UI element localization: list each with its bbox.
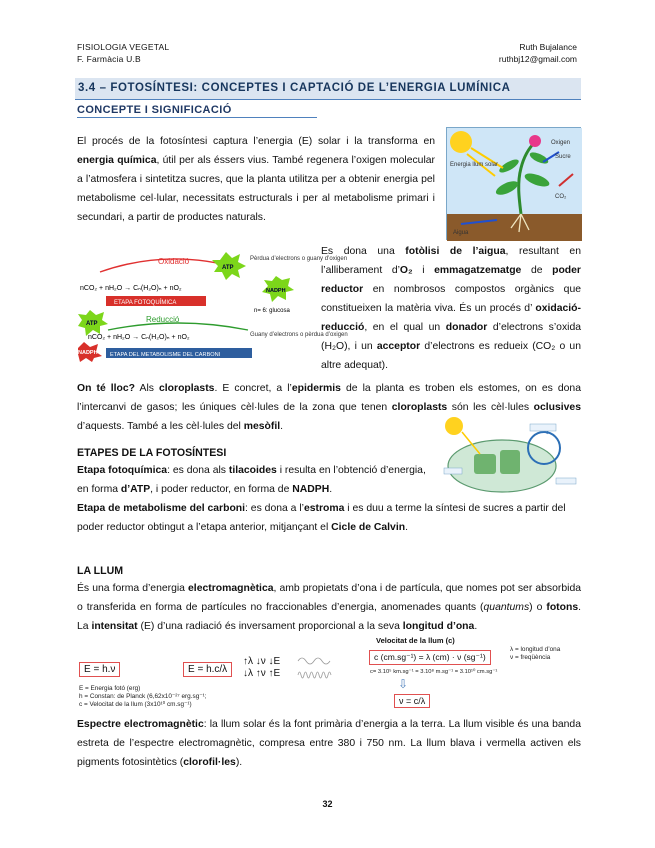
arrow-down-icon: ⇩ [398,677,409,691]
svg-text:CO₂: CO₂ [555,194,567,200]
author-email: ruthbj12@gmail.com [498,54,577,64]
speed-of-light-values: c= 3.10⁵ km.sg⁻¹ = 3.10⁸ m.sg⁻¹ = 3.10¹⁰ cm.sg⁻¹ [370,669,498,675]
svg-text:Pèrdua d’electrons o guany d’o: Pèrdua d’electrons o guany d’oxigen [250,256,348,262]
paragraph-etapa-carboni: Etapa de metabolisme del carboni: es dona a l’estroma i es duu a terme la síntesi de sucres a partir del poder reductor obtingut a l’etapa anterior, mitjançant el Cicle de Calvin. [77,503,566,533]
author-name: Ruth Bujalance [519,42,577,52]
speed-of-light-title: Velocitat de la llum (c) [376,636,455,645]
svg-text:nCO₂ + nH₂O → Cₙ(H₂O)ₙ + nO₂: nCO₂ + nH₂O → Cₙ(H₂O)ₙ + nO₂ [80,285,182,292]
paragraph-espectre: Espectre electromagnètic: la llum solar és la font primària d’energia a la terra. La llum visible és una banda estreta de l’espectre electromagnètic, compresa entre 380 i 750 nm. La llum blava i vermella activen els pigments fotosintètics (clorofil·les). [77,719,581,768]
svg-text:ETAPA FOTOQUÍMICA: ETAPA FOTOQUÍMICA [114,300,177,306]
svg-text:Oxigen: Oxigen [551,140,571,146]
energy-wavelength-equation: E = h.c/λ [183,662,232,677]
svg-text:Guany d’electrons o pèrdua d’o: Guany d’electrons o pèrdua d’oxigen [250,332,348,338]
subsection-title: CONCEPTE I SIGNIFICACIÓ [77,104,317,118]
energy-frequency-equation: E = h.ν [79,662,120,677]
frequency-equation: ν = c/λ [394,694,430,708]
svg-text:NADPH: NADPH [266,288,286,294]
paragraph-on-te-lloc: On té lloc? Als cloroplasts. E concret, a l’epidermis de la planta es troben els estomes, on es dona l’intercanvi de gasos; les úniques cèl·lules de la zona que tenen cloroplasts són les cèl·lules oclusives d’aquests. També a les cèl·lules del mesòfil. [77,383,581,432]
wave-icon [298,655,334,681]
paragraph-llum: És una forma d’energia electromagnètica, amb propietats d’ona i de partícula, que nomes pot ser absorbida o transferida en forma de partícules no fraccionables d’energia, anomenades quants (quantums) o fotons. La intensitat (E) d’una radiació és inversament proporcional a la seva longitud d’ona. [77,583,581,632]
paragraph-etapa-fotoquimica: Etapa fotoquímica: es dona als tilacoides i resulta en l’obtenció d’energia, en forma d’ATP, i poder reductor, en forma de NADPH. [77,465,426,495]
svg-text:n= 6: glucosa: n= 6: glucosa [254,308,290,314]
header-left [77,41,169,65]
formula-legend: E = Energia fotó (erg) h = Constan: de Planck (6,62x10⁻²⁷ erg.sg⁻¹; c = Velocitat de la llum (3x10¹⁰ cm.sg⁻¹) [79,685,207,708]
svg-text:Sucre: Sucre [555,154,571,160]
svg-text:Energia llum solar: Energia llum solar [450,162,499,168]
relations [243,656,280,680]
svg-text:ATP: ATP [86,321,98,327]
plant-photosynthesis-illustration [446,127,581,240]
chloroplast-diagram [440,414,580,498]
paragraph-fotolisi: Es dona una fotòlisi de l’aigua, resultant en l’alliberament d’O₂ i emmagatzematge de poder reductor en nombrosos compostos orgànics que constitueixen la matèria viva. És un procés d’ oxidació-reducció, en el qual un donador d’electrons s’oxida (H₂O), i un acceptor d’electrons es redueix (CO₂ o un altre adequat). [321,246,582,371]
llum-heading: LA LLUM [77,565,124,577]
page-number: 32 [322,799,333,809]
svg-text:Oxidació: Oxidació [158,257,190,266]
svg-text:nCO₂ + nH₂O → Cₙ(H₂O)ₙ + nO₂: nCO₂ + nH₂O → Cₙ(H₂O)ₙ + nO₂ [88,334,190,341]
svg-text:Reducció: Reducció [146,315,180,324]
svg-text:NADPH: NADPH [78,350,98,356]
symbol-legend: λ = longitud d’ona ν = freqüència [510,646,561,661]
svg-text:Aigua: Aigua [453,230,469,236]
speed-of-light-equation: c (cm.sg⁻¹) = λ (cm) · ν (sg⁻¹) [369,650,491,665]
header-right [499,41,577,65]
svg-text:ETAPA DEL METABOLISME DEL CARB: ETAPA DEL METABOLISME DEL CARBONI [110,352,221,358]
redox-diagram [78,250,348,362]
course-name: FISIOLOGIA VEGETAL [77,42,170,52]
svg-text:ATP: ATP [222,265,234,271]
etapes-heading: ETAPES DE LA FOTOSÍNTESI [77,447,227,459]
relation-increase-wavelength: ↑λ ↓ν ↓E [243,656,281,667]
relation-decrease-wavelength: ↓λ ↑ν ↑E [243,668,281,679]
paragraph-concept: El procés de la fotosíntesi captura l’energia (E) solar i la transforma en energia química, útil per als éssers vius. També regenera l’oxigen molecular a l’atmosfera i sintetitza sucres, que la planta utilitza per a obtenir energia pel metabolisme cel·lular, necessitats estructurals i per al metabolisme primari i secundari, a partir de productes naturals. [77,136,435,223]
sun-icon [450,131,472,153]
faculty-name: F. Farmàcia U.B [77,54,141,64]
section-title: 3.4 – FOTOSÍNTESI: CONCEPTES I CAPTACIÓ DE L’ENERGIA LUMÍNICA [75,78,581,100]
sun-icon-2 [445,417,463,435]
